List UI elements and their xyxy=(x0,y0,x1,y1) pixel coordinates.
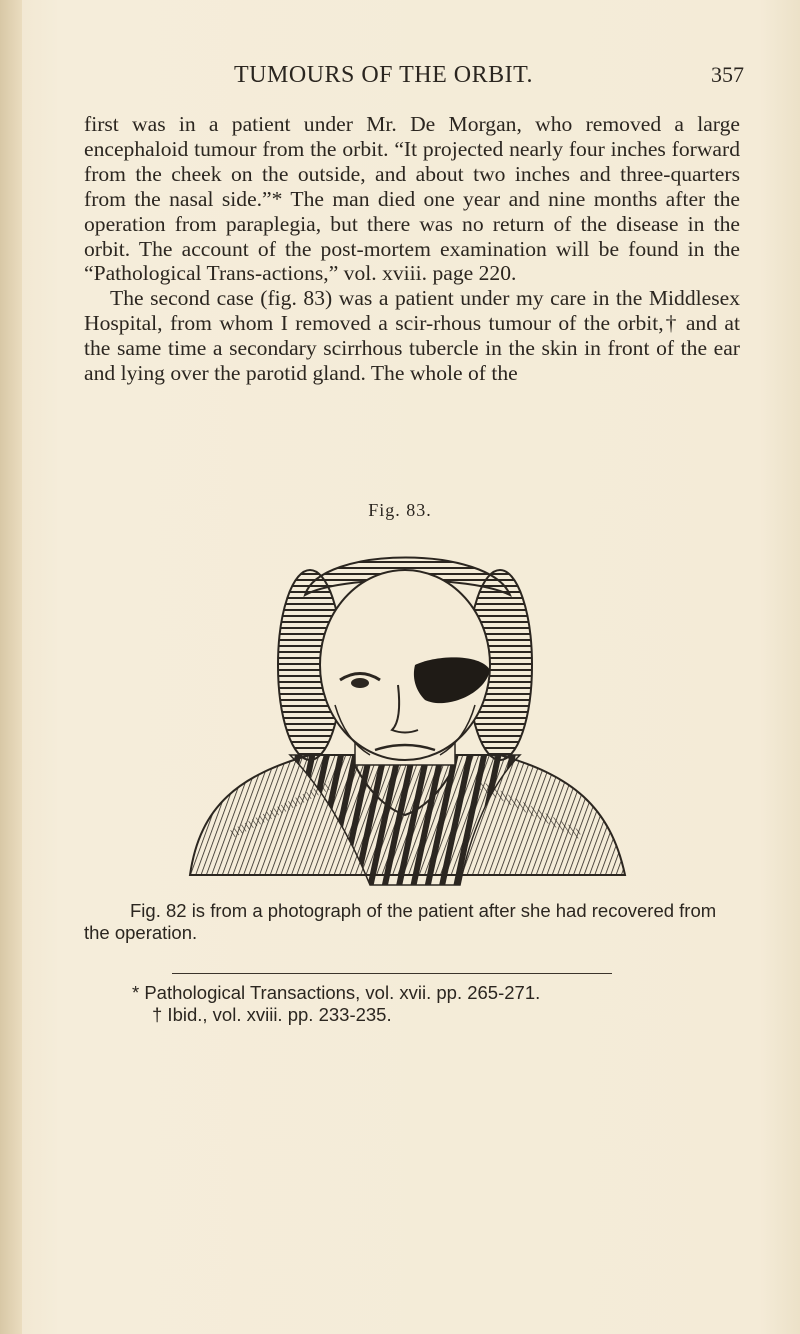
body-text xyxy=(84,112,740,386)
footnote-2: † Ibid., vol. xviii. pp. 233-235. xyxy=(152,1004,392,1025)
page-gutter xyxy=(0,0,22,1334)
running-head: TUMOURS OF THE ORBIT. xyxy=(234,62,533,88)
paragraph-1: first was in a patient under Mr. De Morgan, who removed a large encephaloid tumour from the orbit. “It projected nearly four inches forward from the cheek on the outside, and about two inches and three-quarters from the nasal side.”* The man died one year and nine months after the operation from paraplegia, but there was no return of the disease in the orbit. The account of the post-mortem examination will be found in the “Pathological Trans-actions,” vol. xviii. page 220. xyxy=(84,112,740,286)
paragraph-2: The second case (fig. 83) was a patient under my care in the Middlesex Hospital, from whom I removed a scir-rhous tumour of the orbit,† and at the same time a secondary scirrhous tubercle in the skin in front of the ear and lying over the parotid gland. The whole of the xyxy=(84,286,740,386)
footnote-rule xyxy=(172,973,612,974)
footnotes xyxy=(132,982,732,1026)
footnote-1: * Pathological Transactions, vol. xvii. pp. 265-271. xyxy=(132,982,541,1003)
figure-label: Fig. 83. xyxy=(368,500,432,520)
engraving-illustration xyxy=(170,535,640,895)
page-header xyxy=(84,62,744,102)
figure-caption: Fig. 82 is from a photograph of the patient after she had recovered from the operation. xyxy=(84,900,717,943)
page-number: 357 xyxy=(711,62,744,87)
